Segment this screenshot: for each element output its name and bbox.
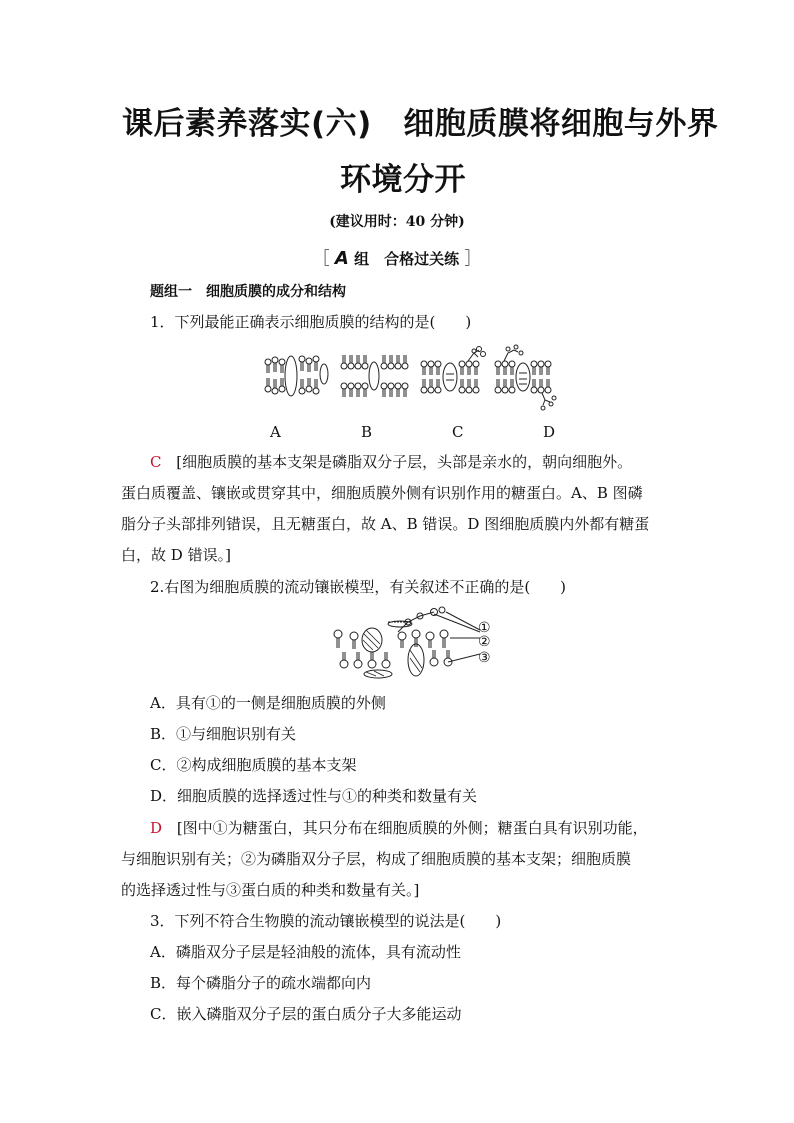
question-2-figure xyxy=(330,604,500,680)
figure-label-d: D xyxy=(543,423,556,441)
q3-option-b: B．每个磷脂分子的疏水端都向内 xyxy=(150,974,372,992)
q2-answer-line xyxy=(150,817,648,838)
q1-explanation-3: 脂分子头部排列错误，且无糖蛋白，故 A、B 错误。D 图细胞质膜内外都有糖蛋 xyxy=(121,515,650,533)
marker-1: ① xyxy=(478,620,491,636)
q2-option-a: A．具有①的一侧是细胞质膜的外侧 xyxy=(150,694,386,712)
question-1-stem: 1．下列最能正确表示细胞质膜的结构的是( ) xyxy=(150,313,472,331)
question-1-figure xyxy=(262,344,562,414)
group-label: 组 合格过关练 xyxy=(354,250,460,268)
q1-answer: C xyxy=(150,453,162,471)
q1-answer-line xyxy=(150,451,632,472)
question-3-stem: 3．下列不符合生物膜的流动镶嵌模型的说法是( ) xyxy=(150,912,502,930)
group-letter: A xyxy=(334,248,349,269)
question-2-stem: 2.右图为细胞质膜的流动镶嵌模型，有关叙述不正确的是( ) xyxy=(150,578,567,596)
page-title-line1: 课后素养落实(六) 细胞质膜将细胞与外界 xyxy=(122,106,719,142)
q2-explanation-1: [图中①为糖蛋白，其只分布在细胞质膜的外侧；糖蛋白具有识别功能， xyxy=(176,819,648,837)
q2-option-c: C．②构成细胞质膜的基本支架 xyxy=(150,756,357,774)
section-heading: 题组一 细胞质膜的成分和结构 xyxy=(150,284,346,300)
q1-explanation-1: [细胞质膜的基本支架是磷脂双分子层，头部是亲水的，朝向细胞外。 xyxy=(176,453,633,471)
q2-explanation-3: 的选择透过性与③蛋白质的种类和数量有关。] xyxy=(121,881,420,899)
marker-3: ③ xyxy=(478,650,491,666)
q1-explanation-4: 白，故 D 错误。] xyxy=(121,546,231,564)
q2-option-d: D．细胞质膜的选择透过性与①的种类和数量有关 xyxy=(150,787,478,805)
figure-label-b: B xyxy=(361,423,373,441)
group-bracket-open: ［ xyxy=(312,249,330,269)
q2-explanation-2: 与细胞识别有关；②为磷脂双分子层，构成了细胞质膜的基本支架；细胞质膜 xyxy=(121,850,632,868)
q3-option-a: A．磷脂双分子层是轻油般的流体，具有流动性 xyxy=(150,943,461,961)
q2-answer: D xyxy=(150,819,163,837)
group-bracket-close: ］ xyxy=(464,249,482,269)
q2-option-b: B．①与细胞识别有关 xyxy=(150,725,297,743)
q1-explanation-2: 蛋白质覆盖、镶嵌或贯穿其中，细胞质膜外侧有识别作用的糖蛋白。A、B 图磷 xyxy=(121,484,643,502)
suggested-time: (建议用时：40 分钟) xyxy=(329,214,465,230)
marker-2: ② xyxy=(478,634,491,650)
page-title-line2: 环境分开 xyxy=(340,162,466,198)
figure-label-a: A xyxy=(270,423,281,441)
group-heading xyxy=(0,244,794,269)
figure-label-c: C xyxy=(452,423,464,441)
q3-option-c: C．嵌入磷脂双分子层的蛋白质分子大多能运动 xyxy=(150,1005,462,1023)
